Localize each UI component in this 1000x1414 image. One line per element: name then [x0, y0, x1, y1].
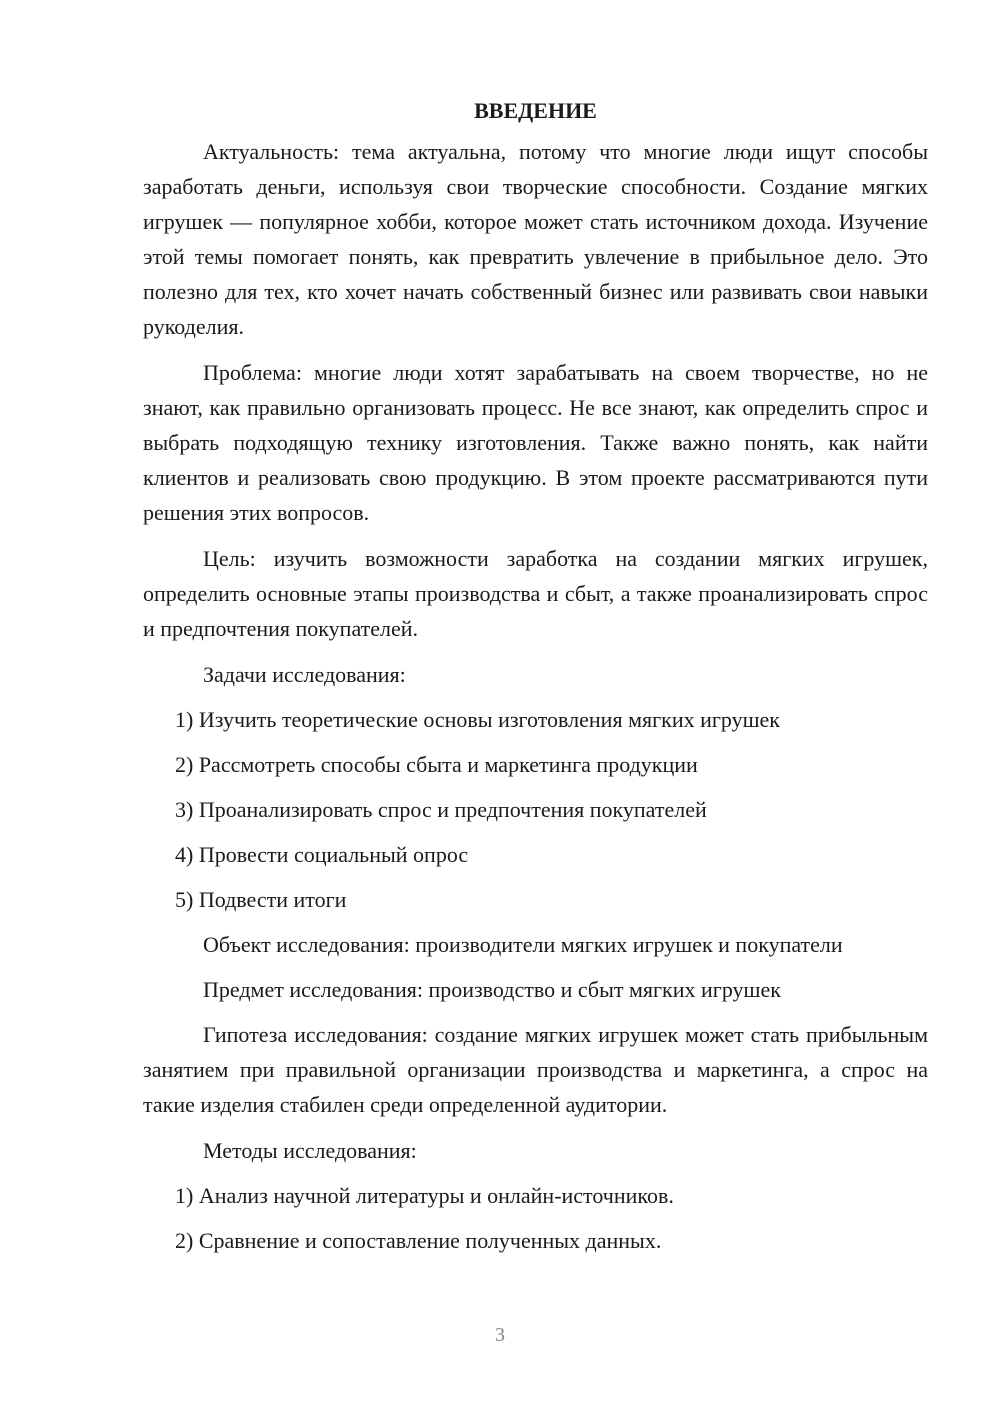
page-title: ВВЕДЕНИЕ [474, 98, 597, 123]
document-page [143, 94, 928, 1268]
page-number: 3 [495, 1324, 505, 1346]
problem-paragraph: Проблема: многие люди хотят зарабатывать на своем творчестве, но не знают, как правильно организовать процесс. Не все знают, как определить спрос и выбрать подходящую технику изготовления. Также важно понять, как найти клиентов и реализовать свою продукцию. В этом проекте рассматриваются пути решения этих вопросов. [143, 360, 928, 525]
task-item: 2) Рассмотреть способы сбыта и маркетинга продукции [175, 752, 698, 777]
methods-heading: Методы исследования: [203, 1138, 417, 1163]
task-item: 4) Провести социальный опрос [175, 842, 469, 867]
research-subject: Предмет исследования: производство и сбыт мягких игрушек [203, 977, 781, 1002]
method-item: 2) Сравнение и сопоставление полученных данных. [175, 1228, 662, 1253]
task-item: 5) Подвести итоги [175, 887, 347, 912]
research-object: Объект исследования: производители мягких игрушек и покупатели [203, 932, 843, 957]
method-item: 1) Анализ научной литературы и онлайн-источников. [175, 1183, 674, 1208]
task-item: 1) Изучить теоретические основы изготовления мягких игрушек [175, 707, 780, 732]
goal-paragraph: Цель: изучить возможности заработка на создании мягких игрушек, определить основные этапы производства и сбыт, а также проанализировать спрос и предпочтения покупателей. [143, 546, 928, 641]
relevance-paragraph: Актуальность: тема актуальна, потому что многие люди ищут способы заработать деньги, используя свои творческие способности. Создание мягких игрушек — популярное хобби, которое может стать источником дохода. Изучение этой темы помогает понять, как превратить увлечение в прибыльное дело. Это полезно для тех, кто хочет начать собственный бизнес или развивать свои навыки рукоделия. [143, 139, 928, 339]
hypothesis-paragraph: Гипотеза исследования: создание мягких игрушек может стать прибыльным занятием при правильной организации производства и маркетинга, а спрос на такие изделия стабилен среди определенной аудитории. [143, 1022, 928, 1117]
task-item: 3) Проанализировать спрос и предпочтения покупателей [175, 797, 707, 822]
tasks-heading: Задачи исследования: [203, 662, 406, 687]
